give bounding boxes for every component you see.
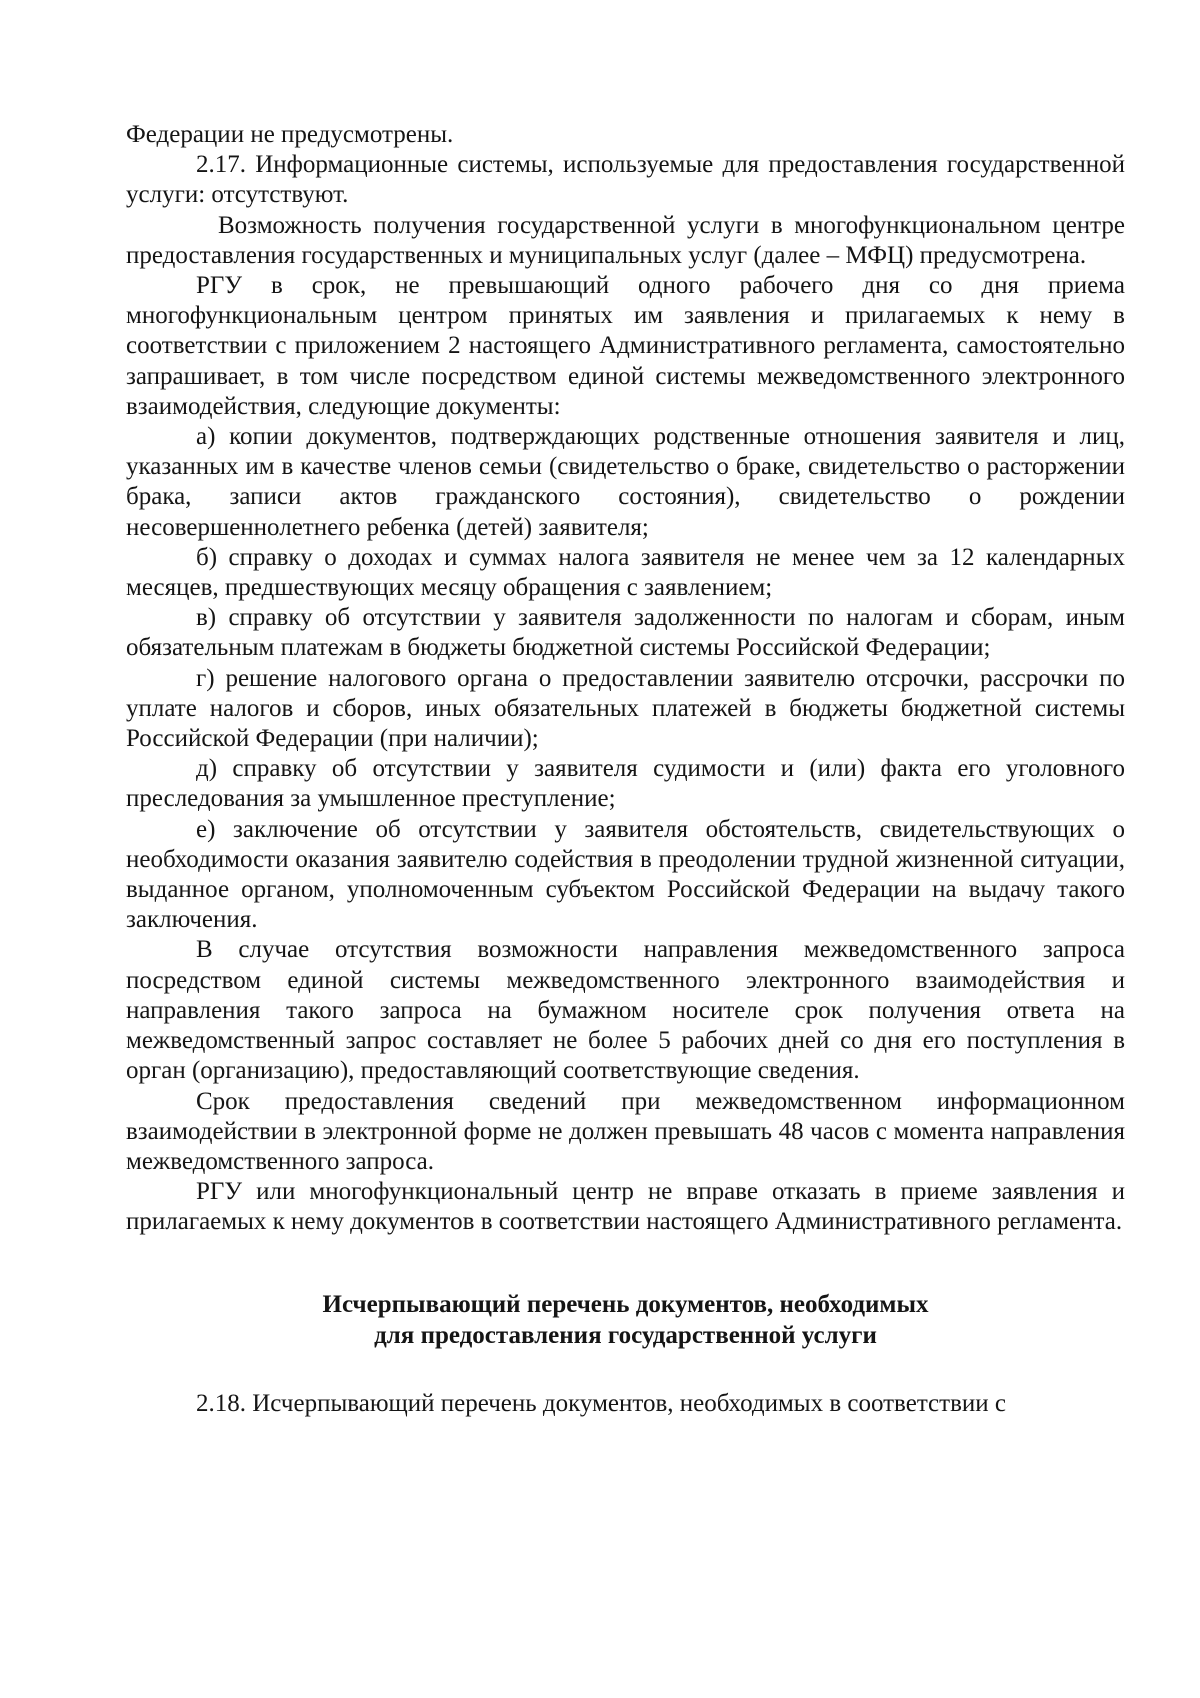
list-item-d: д) справку об отсутствии у заявителя судимости и (или) факта его уголовного преследования за умышленное преступление;	[126, 755, 1125, 813]
paragraph-federation-not-provided: Федерации не предусмотрены.	[126, 121, 454, 148]
paragraph-mfc-possibility: Возможность получения государственной услуги в многофункциональном центре предоставления государственных и муниципальных услуг (далее – МФЦ) предусмотрена.	[126, 211, 1125, 269]
section-heading-line-1: Исчерпывающий перечень документов, необходимых	[322, 1290, 929, 1318]
paragraph-rgu-requests: РГУ в срок, не превышающий одного рабочего дня со дня приема многофункциональным центром принятых им заявления и прилагаемых к нему в соответствии с приложением 2 настоящего Административного регламента, самостоятельно запрашивает, в том числе посредством единой системы межведомственного электронного взаимодействия, следующие документы:	[126, 272, 1125, 420]
list-item-a: а) копии документов, подтверждающих родственные отношения заявителя и лиц, указанных им в качестве членов семьи (свидетельство о браке, свидетельство о расторжении брака, записи актов гражданского состояния), свидетельство о рождении несовершеннолетнего ребенка (детей) заявителя;	[126, 423, 1125, 541]
paragraph-interagency-request-paper: В случае отсутствия возможности направления межведомственного запроса посредством единой системы межведомственного электронного взаимодействия и направления такого запроса на бумажном носителе срок получения ответа на межведомственный запрос составляет не более 5 рабочих дней со дня его поступления в орган (организацию), предоставляющий соответствующие сведения.	[126, 936, 1125, 1085]
section-heading-line-2: для предоставления государственной услуги	[374, 1321, 877, 1349]
paragraph-48-hours: Срок предоставления сведений при межведомственном информационном взаимодействии в электронной форме не должен превышать 48 часов с момента направления межведомственного запроса.	[126, 1087, 1125, 1175]
section-heading	[126, 1289, 1125, 1351]
list-item-e: е) заключение об отсутствии у заявителя обстоятельств, свидетельствующих о необходимости оказания заявителю содействия в преодолении трудной жизненной ситуации, выданное органом, уполномоченным субъектом Российской Федерации на выдачу такого заключения.	[126, 815, 1125, 934]
paragraph-no-refusal: РГУ или многофункциональный центр не вправе отказать в приеме заявления и прилагаемых к нему документов в соответствии настоящего Административного регламента.	[126, 1178, 1125, 1236]
list-item-b: б) справку о доходах и суммах налога заявителя не менее чем за 12 календарных месяцев, предшествующих месяцу обращения с заявлением;	[126, 543, 1125, 602]
paragraph-2-18-exhaustive-list: 2.18. Исчерпывающий перечень документов, необходимых в соответствии с	[196, 1389, 1006, 1417]
list-item-v: в) справку об отсутствии у заявителя задолженности по налогам и сборам, иным обязательным платежам в бюджеты бюджетной системы Российской Федерации;	[126, 604, 1125, 662]
paragraph-2-17-information-systems: 2.17. Информационные системы, используемые для предоставления государственной услуги: отсутствуют.	[126, 151, 1125, 209]
list-item-g: г) решение налогового органа о предоставлении заявителю отсрочки, рассрочки по уплате налогов и сборов, иных обязательных платежей в бюджеты бюджетной системы Российской Федерации (при наличии);	[126, 664, 1125, 753]
document-page	[126, 120, 1125, 1419]
